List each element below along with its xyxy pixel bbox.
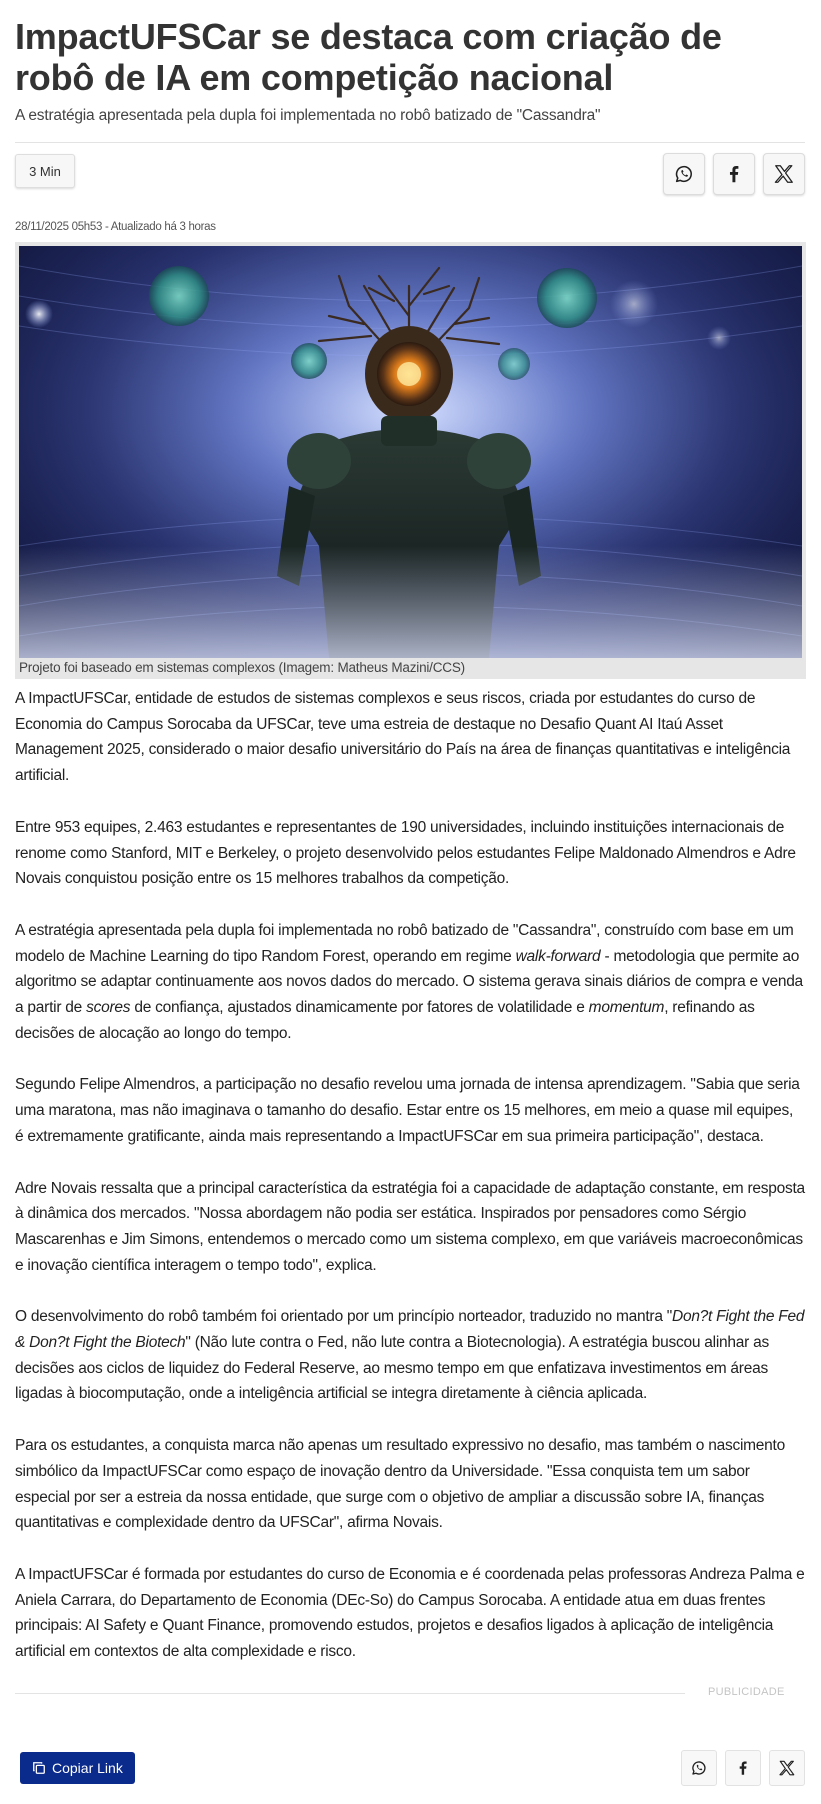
share-x-button[interactable] [769,1750,805,1786]
article-body [15,686,805,1691]
x-icon [773,163,795,185]
article-paragraph [15,918,805,1047]
paragraph-text: A estratégia apresentada pela dupla foi implementada no robô batizado de "Cassandra", construído com base em um modelo de Machine Learning do tipo Random Forest, operando em regime [15,921,794,965]
page-title: ImpactUFSCar se destaca com criação de robô de IA em competição nacional [15,16,722,98]
share-whatsapp-button[interactable] [663,153,705,195]
share-x-button[interactable] [763,153,805,195]
article-figure [15,242,806,679]
article-paragraph [15,1304,805,1407]
article-dateline: 28/11/2025 05h53 - Atualizado há 3 horas [15,221,216,233]
share-bar-bottom [681,1750,805,1786]
whatsapp-icon [673,163,695,185]
ad-label: PUBLICIDADE [708,1686,785,1698]
divider [15,142,805,143]
article-paragraph: Para os estudantes, a conquista marca não apenas um resultado expressivo no desafio, mas também o nascimento simbólico da ImpactUFSCar como espaço de inovação dentro da Universidade. "Essa conquista tem um sabor especial por ser a estreia da nossa entidade, que surge com o objetivo de ampliar a discussão sobre IA, finanças quantitativas e complexidade dentro da UFSCar", afirma Novais. [15,1437,785,1532]
share-whatsapp-button[interactable] [681,1750,717,1786]
ai-robot-illustration [19,246,802,658]
paragraph-text: , refinando as decisões de alocação ao longo do tempo. [15,999,755,1042]
whatsapp-icon [690,1759,708,1777]
paragraph-text: " (Não lute contra o Fed, não lute contra a Biotecnologia). A estratégia buscou alinhar as decisões aos ciclos de liquidez do Federal Reserve, ao mesmo tempo em que enfatizava investimentos em áreas ligadas à biocomputação, onde a inteligência artificial se integra diretamente à ciência aplicada. [15,1334,769,1403]
paragraph-text: - metodologia que permite ao algoritmo se adaptar continuamente aos novos dados do mercado. O sistema gerava sinais diários de compra e venda a partir de [15,947,803,1017]
emphasis-text: scores [86,999,131,1017]
image-caption: Projeto foi baseado em sistemas complexos (Imagem: Matheus Mazini/CCS) [19,660,465,675]
article-paragraph: Adre Novais ressalta que a principal característica da estratégia foi a capacidade de adaptação constante, em resposta à dinâmica dos mercados. "Nossa abordagem não podia ser estática. Inspirados por pensadores como Sérgio Mascarenhas e Jim Simons, entendemos o mercado como um sistema complexo, em que variáveis macroeconômicas e inovação científica interagem o tempo todo", explica. [15,1179,805,1274]
emphasis-text: walk-forward [515,947,601,965]
article-subtitle: A estratégia apresentada pela dupla foi implementada no robô batizado de "Cassandra" [15,107,601,124]
article-paragraph: A ImpactUFSCar, entidade de estudos de sistemas complexos e seus riscos, criada por estudantes do curso de Economia do Campus Sorocaba da UFSCar, teve uma estreia de destaque no Desafio Quant AI Itaú Asset Management 2025, considerado o maior desafio universitário do País na área de finanças quantitativas e inteligência artificial. [15,690,791,785]
emphasis-text: Don?t Fight the Fed & Don?t Fight the Biotech [15,1308,805,1352]
article-paragraph: A ImpactUFSCar é formada por estudantes do curso de Economia e é coordenada pelas professoras Andreza Palma e Aniela Carrara, do Departamento de Economia (DEc-So) do Campus Sorocaba. A entidade atua em duas frentes principais: AI Safety e Quant Finance, promovendo estudos, projetos e desafios ligados à aplicação de inteligência artificial em contextos de alta complexidade e risco. [15,1565,805,1661]
paragraph-text: O desenvolvimento do robô também foi orientado por um princípio norteador, traduzido no mantra " [15,1308,672,1326]
article-paragraph: Segundo Felipe Almendros, a participação no desafio revelou uma jornada de intensa aprendizagem. "Sabia que seria uma maratona, mas não imaginava o tamanho do desafio. Estar entre os 15 melhores, em meio a quase mil equipes, é extremamente gratificante, ainda mais representando a ImpactUFSCar em sua primeira participação", destaca. [15,1076,800,1145]
facebook-icon [734,1759,752,1777]
share-bar-top [663,153,805,195]
article-paragraph: Entre 953 equipes, 2.463 estudantes e representantes de 190 universidades, incluindo instituições internacionais de renome como Stanford, MIT e Berkeley, o projeto desenvolvido pelos estudantes Felipe Maldonado Almendros e Adre Novais conquistou posição entre os 15 melhores trabalhos da competição. [15,818,796,888]
x-icon [778,1759,796,1777]
read-time-badge: 3 Min [15,154,75,188]
divider [15,1693,685,1694]
copy-link-button[interactable] [20,1752,135,1784]
share-facebook-button[interactable] [713,153,755,195]
emphasis-text: momentum [588,999,665,1017]
hero-image [19,246,802,658]
facebook-icon [723,163,745,185]
share-facebook-button[interactable] [725,1750,761,1786]
copy-link-label: Copiar Link [52,1760,123,1776]
paragraph-text: de confiança, ajustados dinamicamente por fatores de volatilidade e [130,999,589,1017]
copy-icon [32,1761,46,1775]
